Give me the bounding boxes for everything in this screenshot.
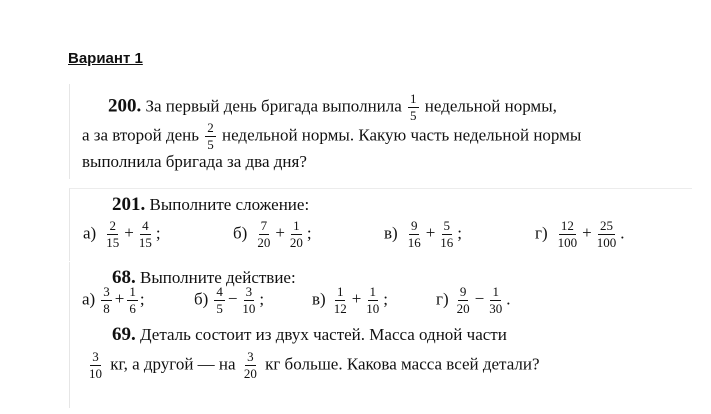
problem-201-number: 201. bbox=[112, 194, 146, 215]
exercise-label: б) bbox=[194, 289, 209, 309]
exercise-item bbox=[312, 285, 388, 316]
problem-200-text-4: недельной нормы. Какую часть недельной нормы bbox=[222, 125, 582, 145]
operator: + bbox=[351, 289, 362, 309]
problem-69-text-3: кг больше. Какова масса всей детали? bbox=[265, 354, 540, 374]
problem-69-text-2: кг, а другой — на bbox=[110, 354, 236, 374]
fraction: $\frac{2}{15}$ bbox=[106, 218, 120, 250]
exercise-label: а) bbox=[82, 289, 96, 309]
fraction-three-twentieths: $\frac{3}{20}$ bbox=[243, 349, 257, 381]
exercise-item bbox=[535, 219, 624, 250]
exercise-label: г) bbox=[436, 289, 449, 309]
operator: + bbox=[114, 289, 125, 309]
fraction: $\frac{1}{10}$ bbox=[366, 284, 380, 316]
punctuation: ; bbox=[383, 289, 389, 309]
operator: + bbox=[275, 223, 285, 243]
problem-200-text-5: выполнила бригада за два дня? bbox=[82, 152, 307, 171]
punctuation: ; bbox=[155, 223, 161, 243]
fraction: $\frac{3}{8}$ bbox=[103, 284, 110, 316]
exercise-label: в) bbox=[384, 223, 398, 243]
fraction: $\frac{1}{6}$ bbox=[129, 284, 136, 316]
punctuation: . bbox=[620, 223, 625, 243]
problem-200-text-1: За первый день бригада выполнила bbox=[145, 96, 402, 116]
punctuation: . bbox=[506, 289, 511, 309]
problem-201-title: Выполните сложение: bbox=[149, 195, 310, 214]
problem-68-number: 68. bbox=[112, 267, 136, 288]
punctuation: ; bbox=[139, 289, 145, 309]
punctuation: ; bbox=[457, 223, 463, 243]
problem-200-line-1 bbox=[108, 92, 557, 123]
problem-200-line-2 bbox=[82, 121, 581, 152]
operator: − bbox=[227, 289, 238, 309]
fraction: $\frac{7}{20}$ bbox=[257, 218, 271, 250]
exercise-label: в) bbox=[312, 289, 326, 309]
exercise-item bbox=[233, 219, 312, 250]
fraction: $\frac{1}{12}$ bbox=[333, 284, 347, 316]
variant-title: Вариант 1 bbox=[68, 50, 143, 67]
problem-200-text-2: недельной нормы, bbox=[424, 96, 557, 116]
fraction-two-fifths: $\frac{2}{5}$ bbox=[207, 120, 214, 152]
problem-69-number: 69. bbox=[112, 324, 136, 345]
fraction-three-tenths: $\frac{3}{10}$ bbox=[89, 349, 102, 381]
exercise-label: г) bbox=[535, 223, 548, 243]
fraction: $\frac{25}{100}$ bbox=[596, 218, 617, 250]
fraction: $\frac{12}{100}$ bbox=[557, 218, 578, 250]
punctuation: ; bbox=[306, 223, 312, 243]
fraction: $\frac{1}{20}$ bbox=[289, 218, 303, 250]
problem-68-title: Выполните действие: bbox=[140, 268, 296, 287]
operator: + bbox=[124, 223, 134, 243]
exercise-label: б) bbox=[233, 223, 248, 243]
fraction: $\frac{9}{16}$ bbox=[407, 218, 421, 250]
problem-200-number: 200. bbox=[108, 95, 142, 117]
problem-200-text-3: а за второй день bbox=[82, 125, 200, 145]
problem-69-line-1 bbox=[112, 325, 507, 345]
operator: + bbox=[582, 223, 592, 243]
fraction: $\frac{4}{5}$ bbox=[216, 284, 223, 316]
fraction: $\frac{4}{15}$ bbox=[138, 218, 152, 250]
exercise-item bbox=[83, 219, 161, 250]
fraction: $\frac{3}{10}$ bbox=[242, 284, 256, 316]
exercise-item bbox=[82, 285, 145, 316]
exercise-item bbox=[384, 219, 462, 250]
fraction: $\frac{5}{16}$ bbox=[440, 218, 454, 250]
exercise-label: а) bbox=[83, 223, 97, 243]
operator: + bbox=[425, 223, 436, 243]
punctuation: ; bbox=[259, 289, 265, 309]
fraction: $\frac{1}{30}$ bbox=[489, 284, 503, 316]
problem-201-heading bbox=[112, 195, 309, 215]
problem-69-text-1: Деталь состоит из двух частей. Масса одной части bbox=[140, 325, 507, 344]
exercise-item bbox=[436, 285, 510, 316]
problem-69-line-2 bbox=[85, 350, 540, 381]
exercise-item bbox=[194, 285, 264, 316]
operator: − bbox=[474, 289, 485, 309]
fraction: $\frac{9}{20}$ bbox=[456, 284, 470, 316]
fraction-one-fifth: $\frac{1}{5}$ bbox=[410, 91, 417, 123]
